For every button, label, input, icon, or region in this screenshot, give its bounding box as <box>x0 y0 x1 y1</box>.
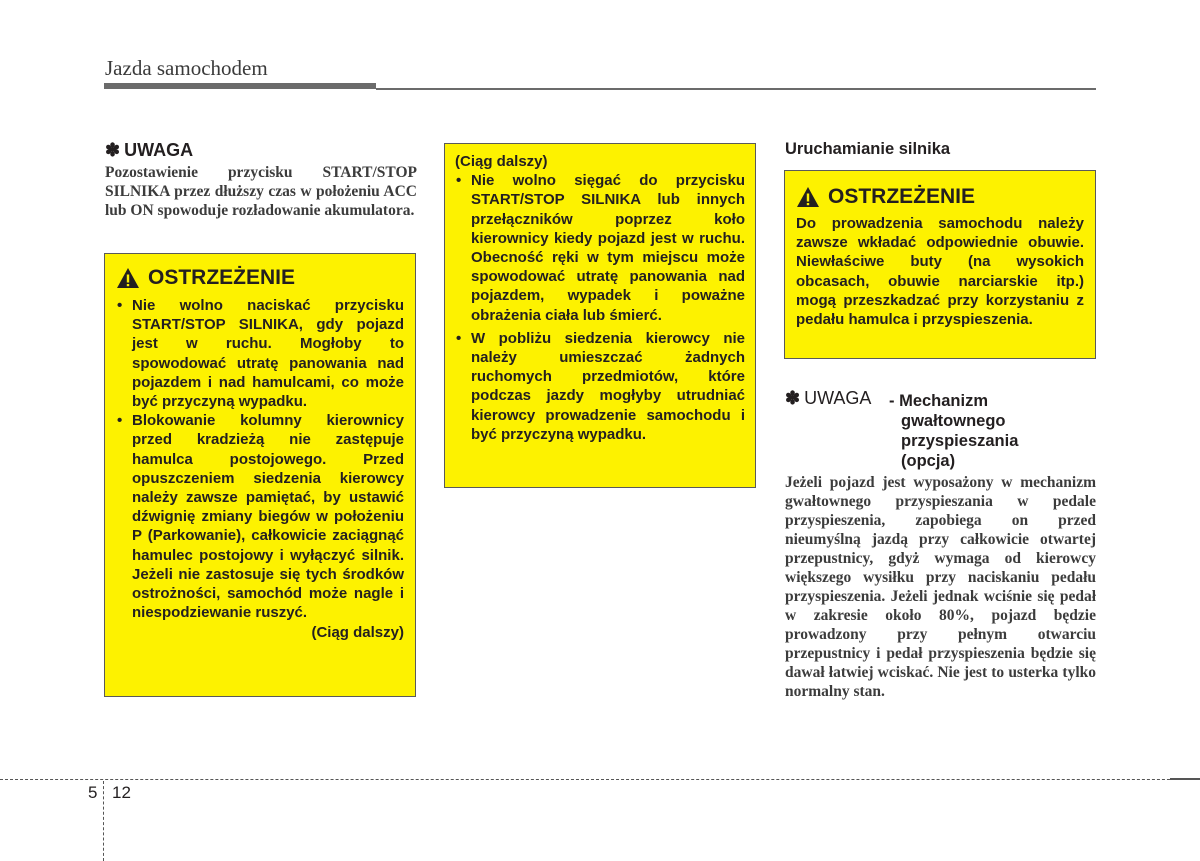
note-subtitle-line: przyspieszania <box>901 432 1019 450</box>
note-text: Jeżeli pojazd jest wyposażony w mechanizm gwałtownego przyspieszania w pedale przyspieszenia, zapobiega on przed nieumyślną jazdą przy całkowicie otwartej przepustnicy, gdyż wymaga od kierowcy większego wysiłku przy naciskaniu pedału przyspieszenia. Jeżeli jednak wciśnie się pedał w zakresie około 80%, pojazd będzie prowadzony przy pełnym otwarciu przepustnicy i pedał przyspieszenia będzie się dawał łatwiej wciskać. Nie jest to usterka tylko normalny stan. <box>785 474 1096 700</box>
note-subtitle-line: gwałtownego <box>901 412 1006 430</box>
page-header-title: Jazda samochodem <box>105 56 268 80</box>
note-text: Pozostawienie przycisku START/STOP SILNIKA przez dłuższy czas w położeniu ACC lub ON spowoduje rozładowanie akumulatora. <box>105 164 417 219</box>
note-title: UWAGA <box>124 140 194 160</box>
warning-bullet: • Nie wolno sięgać do przycisku START/STOP SILNIKA lub innych przełączników poprzez koło kierownicy kiedy pojazd jest w ruchu. Obecność ręki w tym miejscu może spowodować utratę panowania nad pojazdem, wypadek i poważne obrażenia ciała lub śmierć. <box>455 171 745 325</box>
note-title: UWAGA <box>804 388 872 408</box>
warning-box-left <box>104 253 416 697</box>
footer-dashed-divider <box>103 781 104 861</box>
asterisk-icon: ✽ <box>785 388 801 408</box>
warning-text: Do prowadzenia samochodu należy zawsze wkładać odpowiednie obuwie. Niewłaściwe buty (na wysokich obcasach, obuwie narciarskie itp.) mogą przeszkadzać przy korzystaniu z pedału hamulca i przyspieszenia. <box>796 215 1084 329</box>
warning-box-middle <box>444 143 756 488</box>
section-title: Uruchamianie silnika <box>785 140 951 158</box>
footer-dashed-rule <box>0 779 1200 780</box>
warning-title: OSTRZEŻENIE <box>148 266 296 289</box>
page-number: 12 <box>112 783 131 802</box>
warning-bullet-list <box>116 296 404 622</box>
warning-title: OSTRZEŻENIE <box>828 185 976 208</box>
continued-label: (Ciąg dalszy) <box>455 153 548 170</box>
warning-triangle-icon <box>116 267 140 289</box>
header-rule-thick <box>104 83 376 89</box>
continued-label: (Ciąg dalszy) <box>311 624 404 642</box>
note-heading <box>785 388 871 409</box>
warning-bullet: • W pobliżu siedzenia kierowcy nie należy umieszczać żadnych ruchomych przedmiotów, które podczas jazdy mogłyby utrudniać kierowcy prowadzenie samochodu i być przyczyną wypadku. <box>455 329 745 444</box>
warning-box-right <box>784 170 1096 359</box>
header-rule-thin <box>376 88 1096 90</box>
warning-bullet: • Nie wolno naciskać przycisku START/STOP SILNIKA, gdy pojazd jest w ruchu. Mogłoby to spowodować utratę panowania nad pojazdem i nad hamulcami, co może być przyczyną wypadku. <box>116 296 404 411</box>
warning-bullet: • Blokowanie kolumny kierownicy przed kradzieżą nie zastępuje hamulca postojowego. Przed opuszczeniem siedzenia kierowcy należy zawsze pamiętać, by ustawić dźwignię zmiany biegów w położeniu P (Parkowanie), całkowicie zaciągnąć hamulec postojowy i wyłączyć silnik. Jeżeli nie zastosuje się tych środków ostrożności, samochód może nagle i niespodziewanie ruszyć. <box>116 411 404 622</box>
warning-heading <box>796 185 1084 209</box>
warning-triangle-icon <box>796 186 820 208</box>
warning-heading <box>116 266 404 290</box>
asterisk-icon: ✽ <box>105 140 121 160</box>
footer-rule-accent <box>1170 778 1200 780</box>
note-heading <box>105 140 193 161</box>
warning-bullet-list <box>455 171 745 444</box>
note-subtitle-line: (opcja) <box>901 452 956 470</box>
note-subtitle-line: - Mechanizm <box>889 392 989 410</box>
note-subtitle <box>889 391 1018 471</box>
chapter-number: 5 <box>88 783 98 802</box>
